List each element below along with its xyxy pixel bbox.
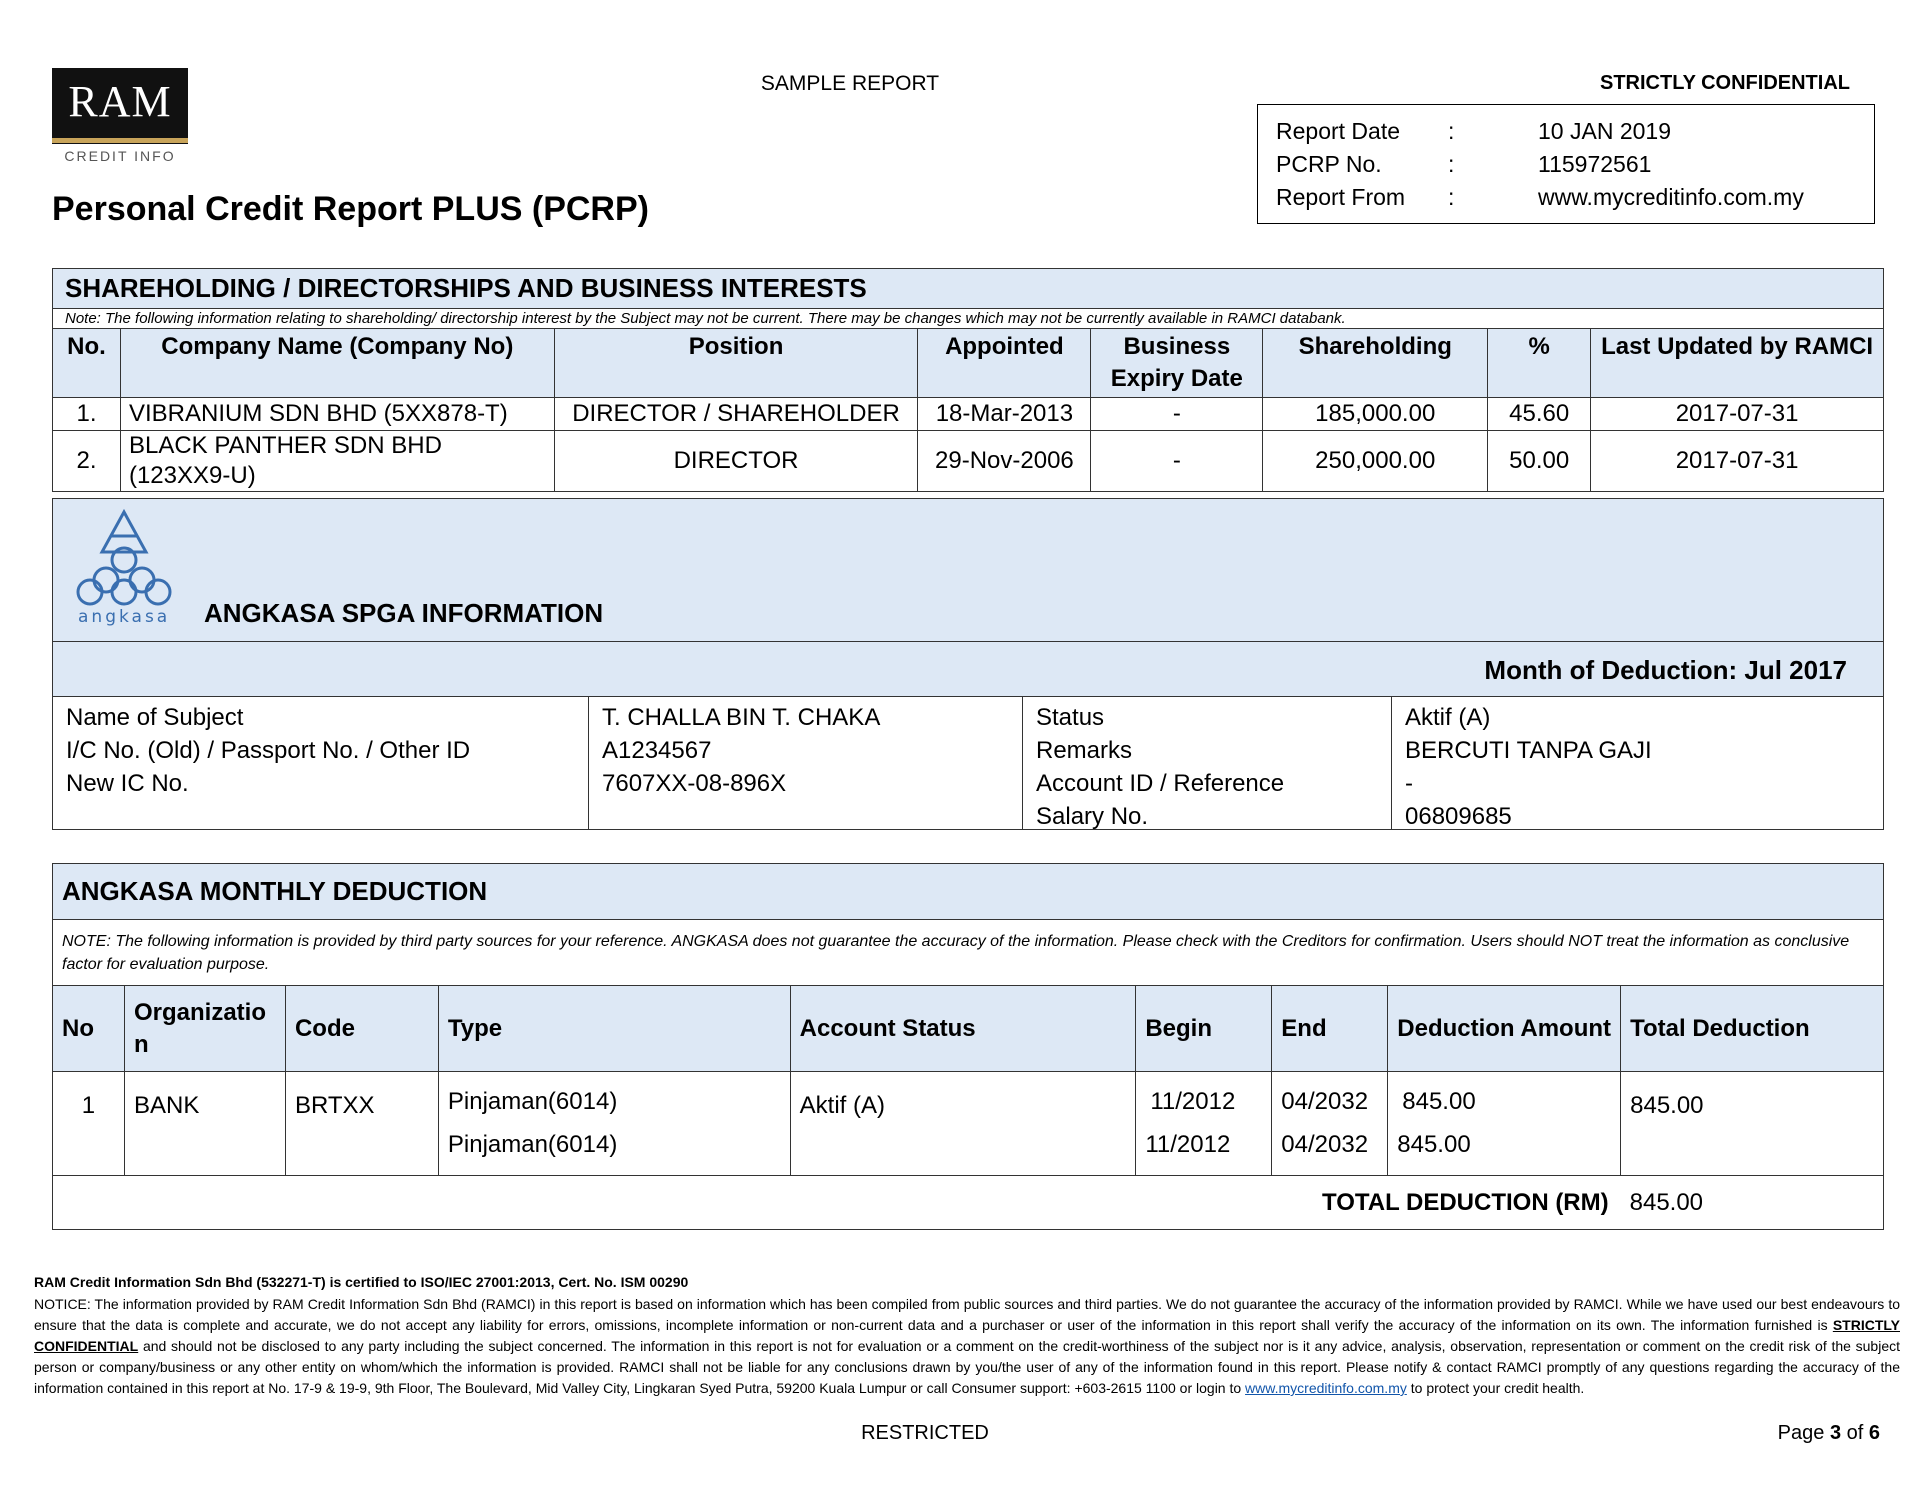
- angkasa-logo-text: angkasa: [78, 607, 171, 626]
- column-header: Last Updated by RAMCI: [1591, 329, 1884, 398]
- field-value: Aktif (A): [1405, 704, 1491, 731]
- field-label: Remarks: [1036, 737, 1133, 764]
- shareholding-table: [52, 268, 1884, 492]
- column-header: End: [1272, 986, 1388, 1072]
- section-note: NOTE: The following information is provided by third party sources for your reference. ANGKASA does not guarantee the accuracy of the information. Please check with the Creditors for confirmation. Users should NOT treat the information as conclusive factor for evaluation purpose.: [53, 920, 1884, 986]
- column-header: Shareholding: [1263, 329, 1488, 398]
- info-label: PCRP No.: [1276, 151, 1382, 177]
- column-header: %: [1488, 329, 1591, 398]
- cell: 1.: [53, 398, 121, 431]
- restricted-label: RESTRICTED: [861, 1422, 989, 1444]
- field-value: BERCUTI TANPA GAJI: [1405, 737, 1652, 764]
- table-row: [53, 1072, 1884, 1124]
- cell: 04/2032: [1272, 1124, 1388, 1176]
- cell: 11/2012: [1136, 1124, 1272, 1176]
- month-of-deduction: Month of Deduction: Jul 2017: [52, 641, 1884, 697]
- cell: 845.00: [1621, 1072, 1884, 1176]
- sample-report-label: SAMPLE REPORT: [760, 72, 940, 95]
- cell: -: [1091, 431, 1263, 492]
- cell: 845.00: [1388, 1124, 1621, 1176]
- report-date-row: [1276, 115, 1856, 148]
- cell: BLACK PANTHER SDN BHD (123XX9-U): [120, 431, 554, 492]
- column-header: Total Deduction: [1621, 986, 1884, 1072]
- table-row: [53, 431, 1884, 492]
- section-note: Note: The following information relating to shareholding/ directorship interest by the Subject may not be current. There may be changes which may not be currently available in RAMCI databank.: [53, 309, 1884, 329]
- notice-part: NOTICE: The information provided by RAM Credit Information Sdn Bhd (RAMCI) in this report is based on information which has been compiled from public sources and third parties. We do not guarantee the accuracy of the information provided by RAMCI. While we have used our best endeavours to ensure that the data is complete and accurate, we do not accept any liability for errors, omissions, incomplete information or non-current data and a purchaser or user of the information in this report shall verify the accuracy of the information on its own. The information furnished is: [34, 1296, 1900, 1333]
- column-header-organization: [124, 986, 285, 1072]
- column-header: Type: [438, 986, 790, 1072]
- column-header-line: Organizatio: [133, 998, 266, 1026]
- cell: 04/2032: [1272, 1072, 1388, 1124]
- cell: 45.60: [1488, 398, 1591, 431]
- cell: Pinjaman(6014): [438, 1124, 790, 1176]
- cell: 50.00: [1488, 431, 1591, 492]
- field-value: -: [1405, 770, 1413, 797]
- cell: 18-Mar-2013: [918, 398, 1091, 431]
- report-from-row: [1276, 181, 1856, 214]
- page-of: of: [1846, 1422, 1864, 1444]
- info-label: Report From: [1276, 184, 1406, 210]
- column-header: No: [53, 986, 125, 1072]
- spga-labels-left: [53, 697, 588, 829]
- column-header: No.: [53, 329, 121, 398]
- monthly-deduction-table: [52, 863, 1884, 1230]
- spga-values-right: [1391, 697, 1883, 829]
- confidential-label: STRICTLY CONFIDENTIAL: [1599, 72, 1850, 94]
- angkasa-logo: [72, 506, 192, 626]
- column-header: Company Name (Company No): [120, 329, 554, 398]
- field-value: 7607XX-08-896X: [602, 770, 787, 797]
- column-header: Code: [285, 986, 438, 1072]
- cell: Pinjaman(6014): [438, 1072, 790, 1124]
- info-value: 115972561: [1538, 151, 1652, 177]
- info-sep: :: [1448, 184, 1455, 210]
- page-prefix: Page: [1777, 1422, 1825, 1444]
- page-number: [1680, 1422, 1880, 1445]
- page-current: 3: [1829, 1422, 1842, 1444]
- column-header: Begin: [1136, 986, 1272, 1072]
- cell: BANK: [124, 1072, 285, 1176]
- ram-logo: RAM: [52, 68, 188, 144]
- strictly-confidential-text: STRICTLY CONFIDENTIAL: [34, 1317, 1900, 1354]
- cell: Aktif (A): [790, 1072, 1136, 1176]
- cell: DIRECTOR: [554, 431, 918, 492]
- cell: 2.: [53, 431, 121, 492]
- cell: VIBRANIUM SDN BHD (5XX878-T): [120, 398, 554, 431]
- cell: 185,000.00: [1263, 398, 1488, 431]
- info-sep: :: [1448, 151, 1455, 177]
- logo-bar: [52, 138, 188, 143]
- field-value: A1234567: [602, 737, 712, 764]
- spga-values-left: [588, 697, 1022, 829]
- column-header-line: n: [133, 1030, 149, 1058]
- notice-part: and should not be disclosed to any party including the subject concerned. The information in this report is not for evaluation or a comment on the credit-worthiness of the subject nor is it any advice, analysis, observation, representation or comment on the credit risk of the subject person or company/business or any other entity on whom/which the information is provided. RAMCI shall not be liable for any conclusions drawn by you/the user of any of the information found in this report. Please notify & contact RAMCI promptly of any questions regarding the accuracy of the information contained in this report at No. 17-9 & 19-9, 9th Floor, The Boulevard, Mid Valley City, Lingkaran Syed Putra, 59200 Kuala Lumpur or call Consumer support: +603-2615 1100 or login to: [34, 1338, 1900, 1396]
- field-label: Account ID / Reference: [1036, 770, 1285, 797]
- page-title: Personal Credit Report PLUS (PCRP): [52, 190, 649, 228]
- info-value: 10 JAN 2019: [1538, 118, 1671, 144]
- table-row: [53, 398, 1884, 431]
- page-total: 6: [1868, 1422, 1880, 1444]
- website-link[interactable]: www.mycreditinfo.com.my: [1245, 1380, 1407, 1396]
- column-header: Account Status: [790, 986, 1136, 1072]
- section-title: ANGKASA MONTHLY DEDUCTION: [53, 864, 1884, 920]
- field-label: Name of Subject: [66, 704, 244, 731]
- cell: -: [1091, 398, 1263, 431]
- cell: DIRECTOR / SHAREHOLDER: [554, 398, 918, 431]
- field-label: I/C No. (Old) / Passport No. / Other ID: [66, 737, 471, 764]
- section-title: SHAREHOLDING / DIRECTORSHIPS AND BUSINESS INTERESTS: [53, 269, 1884, 309]
- total-deduction-label: TOTAL DEDUCTION (RM): [53, 1176, 1621, 1230]
- field-label: New IC No.: [66, 770, 189, 797]
- spga-info-grid: [52, 696, 1884, 830]
- report-info-box: [1257, 104, 1875, 224]
- cell: 845.00: [1388, 1072, 1621, 1124]
- cell: BRTXX: [285, 1072, 438, 1176]
- field-label: Status: [1036, 704, 1105, 731]
- field-value: 06809685: [1405, 803, 1512, 830]
- section-title: ANGKASA SPGA INFORMATION: [204, 598, 604, 628]
- cell: 29-Nov-2006: [918, 431, 1091, 492]
- info-sep: :: [1448, 118, 1455, 144]
- pcrp-no-row: [1276, 148, 1856, 181]
- info-label: Report Date: [1276, 118, 1401, 144]
- field-label: Salary No.: [1036, 803, 1149, 830]
- notice-text: [34, 1294, 1900, 1399]
- spga-labels-right: [1022, 697, 1391, 829]
- cell: 250,000.00: [1263, 431, 1488, 492]
- total-deduction-value: 845.00: [1621, 1176, 1884, 1230]
- column-header: Business Expiry Date: [1091, 329, 1263, 398]
- cell: 1: [53, 1072, 125, 1176]
- field-value: T. CHALLA BIN T. CHAKA: [602, 704, 881, 731]
- column-header: Position: [554, 329, 918, 398]
- column-header: Appointed: [918, 329, 1091, 398]
- cell: 2017-07-31: [1591, 398, 1884, 431]
- cell: 11/2012: [1136, 1072, 1272, 1124]
- certification-text: RAM Credit Information Sdn Bhd (532271-T) is certified to ISO/IEC 27001:2013, Cert. No. ISM 00290: [34, 1274, 689, 1290]
- logo-subtitle: CREDIT INFO: [64, 148, 176, 164]
- column-header: Deduction Amount: [1388, 986, 1621, 1072]
- notice-part: to protect your credit health.: [1406, 1380, 1585, 1396]
- info-value: www.mycreditinfo.com.my: [1538, 184, 1804, 210]
- cell: 2017-07-31: [1591, 431, 1884, 492]
